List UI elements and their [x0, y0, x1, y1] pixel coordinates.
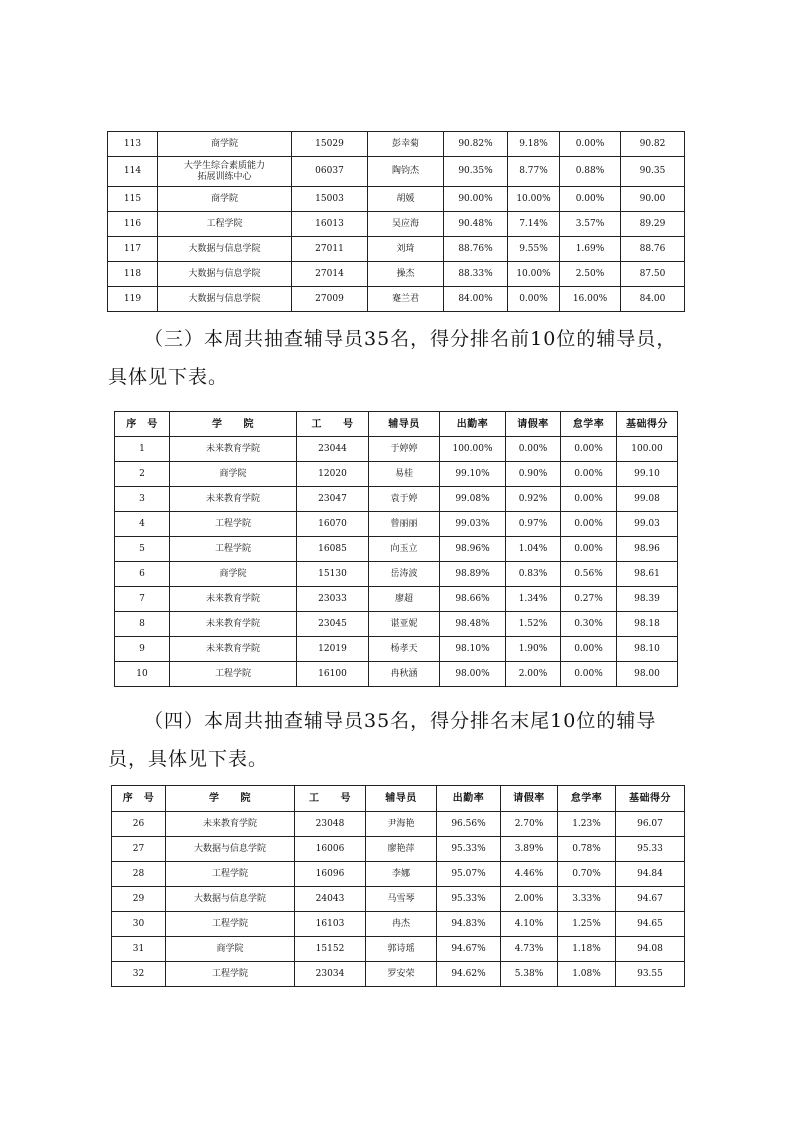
- cell-counselor: 岳涛波: [369, 562, 440, 587]
- cell-base-score: 99.08: [617, 487, 678, 512]
- table-row: [112, 812, 685, 837]
- cell-counselor: 冉杰: [366, 912, 437, 937]
- cell-index: 116: [108, 212, 158, 237]
- cell-index: 114: [108, 157, 158, 187]
- header-index: 序 号: [115, 412, 170, 437]
- cell-absence-rate: 0.00%: [561, 487, 617, 512]
- cell-counselor: 马雪琴: [366, 887, 437, 912]
- cell-index: 5: [115, 537, 170, 562]
- table-row: [115, 512, 678, 537]
- cell-base-score: 90.35: [621, 157, 685, 187]
- table-row: [115, 462, 678, 487]
- cell-absence-rate: 0.27%: [561, 587, 617, 612]
- cell-leave-rate: 2.70%: [501, 812, 558, 837]
- cell-leave-rate: 8.77%: [508, 157, 560, 187]
- cell-staff-id: 16070: [297, 512, 369, 537]
- cell-college: 工程学院: [170, 512, 297, 537]
- header-college: 学 院: [166, 786, 295, 812]
- cell-college: 商学院: [166, 937, 295, 962]
- cell-absence-rate: 0.00%: [561, 462, 617, 487]
- cell-index: 1: [115, 437, 170, 462]
- cell-leave-rate: 1.34%: [506, 587, 561, 612]
- cell-absence-rate: 1.25%: [558, 912, 616, 937]
- cell-absence-rate: 0.70%: [558, 862, 616, 887]
- cell-attendance-rate: 84.00%: [444, 287, 508, 312]
- cell-base-score: 94.65: [616, 912, 685, 937]
- cell-staff-id: 27009: [292, 287, 368, 312]
- cell-counselor: 罗安荣: [366, 962, 437, 987]
- table-top-ten: [114, 411, 678, 687]
- cell-staff-id: 12020: [297, 462, 369, 487]
- cell-staff-id: 15003: [292, 187, 368, 212]
- cell-base-score: 98.39: [617, 587, 678, 612]
- cell-staff-id: 23034: [295, 962, 366, 987]
- table-row: [115, 562, 678, 587]
- cell-leave-rate: 0.97%: [506, 512, 561, 537]
- table-row: [108, 262, 685, 287]
- cell-index: 2: [115, 462, 170, 487]
- table-row: [115, 662, 678, 687]
- cell-absence-rate: 3.33%: [558, 887, 616, 912]
- cell-base-score: 90.82: [621, 132, 685, 157]
- cell-index: 6: [115, 562, 170, 587]
- cell-counselor: 郭诗瑶: [366, 937, 437, 962]
- cell-base-score: 95.33: [616, 837, 685, 862]
- cell-staff-id: 16100: [297, 662, 369, 687]
- cell-staff-id: 12019: [297, 637, 369, 662]
- cell-absence-rate: 1.08%: [558, 962, 616, 987]
- cell-base-score: 98.10: [617, 637, 678, 662]
- cell-base-score: 99.03: [617, 512, 678, 537]
- cell-leave-rate: 0.00%: [506, 437, 561, 462]
- cell-leave-rate: 3.89%: [501, 837, 558, 862]
- table-row: [108, 157, 685, 187]
- cell-staff-id: 23044: [297, 437, 369, 462]
- cell-absence-rate: 16.00%: [560, 287, 621, 312]
- cell-index: 3: [115, 487, 170, 512]
- cell-absence-rate: 0.00%: [560, 187, 621, 212]
- cell-staff-id: 27011: [292, 237, 368, 262]
- cell-index: 30: [112, 912, 166, 937]
- cell-attendance-rate: 88.76%: [444, 237, 508, 262]
- cell-index: 8: [115, 612, 170, 637]
- cell-base-score: 90.00: [621, 187, 685, 212]
- cell-staff-id: 16096: [295, 862, 366, 887]
- cell-counselor: 李娜: [366, 862, 437, 887]
- header-attendance-rate: 出勤率: [437, 786, 501, 812]
- cell-index: 9: [115, 637, 170, 662]
- cell-counselor: 操杰: [368, 262, 444, 287]
- paragraph-section-four: （四）本周共抽查辅导员35名，得分排名末尾10位的辅导员，具体见下表。: [108, 710, 657, 770]
- cell-base-score: 94.08: [616, 937, 685, 962]
- cell-index: 115: [108, 187, 158, 212]
- cell-attendance-rate: 99.10%: [440, 462, 506, 487]
- table-row: [108, 287, 685, 312]
- cell-attendance-rate: 94.67%: [437, 937, 501, 962]
- cell-college: 商学院: [170, 562, 297, 587]
- cell-counselor: 袁于婷: [369, 487, 440, 512]
- header-base-score: 基础得分: [617, 412, 678, 437]
- cell-college: 大数据与信息学院: [158, 287, 292, 312]
- cell-absence-rate: 0.00%: [560, 132, 621, 157]
- cell-college: 未来教育学院: [170, 612, 297, 637]
- cell-college: 商学院: [158, 187, 292, 212]
- cell-absence-rate: 1.23%: [558, 812, 616, 837]
- cell-leave-rate: 0.92%: [506, 487, 561, 512]
- cell-counselor: 廖超: [369, 587, 440, 612]
- cell-counselor: 易桂: [369, 462, 440, 487]
- cell-counselor: 蹇兰君: [368, 287, 444, 312]
- cell-attendance-rate: 98.89%: [440, 562, 506, 587]
- cell-college: 商学院: [158, 132, 292, 157]
- table-row: [115, 437, 678, 462]
- cell-staff-id: 16013: [292, 212, 368, 237]
- cell-leave-rate: 5.38%: [501, 962, 558, 987]
- cell-base-score: 87.50: [621, 262, 685, 287]
- table-row: [115, 637, 678, 662]
- table-header-row: [112, 786, 685, 812]
- cell-counselor: 冉秋涵: [369, 662, 440, 687]
- cell-staff-id: 27014: [292, 262, 368, 287]
- cell-leave-rate: 10.00%: [508, 262, 560, 287]
- cell-absence-rate: 0.30%: [561, 612, 617, 637]
- cell-counselor: 杨孝天: [369, 637, 440, 662]
- cell-attendance-rate: 96.56%: [437, 812, 501, 837]
- cell-leave-rate: 0.90%: [506, 462, 561, 487]
- cell-counselor: 廖艳萍: [366, 837, 437, 862]
- header-counselor: 辅导员: [369, 412, 440, 437]
- cell-base-score: 94.67: [616, 887, 685, 912]
- cell-staff-id: 24043: [295, 887, 366, 912]
- cell-leave-rate: 7.14%: [508, 212, 560, 237]
- cell-counselor: 彭幸菊: [368, 132, 444, 157]
- cell-index: 29: [112, 887, 166, 912]
- cell-absence-rate: 0.78%: [558, 837, 616, 862]
- cell-index: 117: [108, 237, 158, 262]
- cell-staff-id: 06037: [292, 157, 368, 187]
- table-row: [108, 132, 685, 157]
- header-leave-rate: 请假率: [506, 412, 561, 437]
- cell-college: 工程学院: [170, 537, 297, 562]
- table-row: [115, 587, 678, 612]
- cell-leave-rate: 10.00%: [508, 187, 560, 212]
- cell-counselor: 曾丽丽: [369, 512, 440, 537]
- cell-index: 10: [115, 662, 170, 687]
- cell-leave-rate: 1.90%: [506, 637, 561, 662]
- cell-attendance-rate: 95.33%: [437, 837, 501, 862]
- cell-leave-rate: 0.83%: [506, 562, 561, 587]
- table-header-row: [115, 412, 678, 437]
- header-counselor: 辅导员: [366, 786, 437, 812]
- cell-leave-rate: 4.73%: [501, 937, 558, 962]
- cell-absence-rate: 1.69%: [560, 237, 621, 262]
- cell-counselor: 向玉立: [369, 537, 440, 562]
- cell-college: 工程学院: [166, 912, 295, 937]
- cell-counselor: 吴应海: [368, 212, 444, 237]
- cell-attendance-rate: 98.66%: [440, 587, 506, 612]
- cell-college: 未来教育学院: [166, 812, 295, 837]
- paragraph-section-three: （三）本周共抽查辅导员35名，得分排名前10位的辅导员，具体见下表。: [108, 328, 677, 388]
- cell-leave-rate: 2.00%: [501, 887, 558, 912]
- cell-college: 大数据与信息学院: [158, 262, 292, 287]
- cell-base-score: 88.76: [621, 237, 685, 262]
- table-row: [112, 887, 685, 912]
- header-staff-id: 工 号: [297, 412, 369, 437]
- cell-index: 119: [108, 287, 158, 312]
- cell-college: 未来教育学院: [170, 587, 297, 612]
- cell-leave-rate: 4.10%: [501, 912, 558, 937]
- cell-base-score: 89.29: [621, 212, 685, 237]
- cell-index: 32: [112, 962, 166, 987]
- cell-college: 大数据与信息学院: [158, 237, 292, 262]
- cell-leave-rate: 0.00%: [508, 287, 560, 312]
- header-index: 序 号: [112, 786, 166, 812]
- cell-absence-rate: 0.00%: [561, 662, 617, 687]
- cell-college: 未来教育学院: [170, 637, 297, 662]
- cell-base-score: 96.07: [616, 812, 685, 837]
- cell-index: 7: [115, 587, 170, 612]
- cell-leave-rate: 9.55%: [508, 237, 560, 262]
- cell-index: 26: [112, 812, 166, 837]
- table-row: [112, 862, 685, 887]
- cell-index: 31: [112, 937, 166, 962]
- cell-index: 4: [115, 512, 170, 537]
- table-previous-ranking: [107, 131, 685, 312]
- cell-college: 大学生综合素质能力 拓展训练中心: [158, 157, 292, 187]
- cell-staff-id: 16085: [297, 537, 369, 562]
- cell-staff-id: 15130: [297, 562, 369, 587]
- cell-absence-rate: 0.88%: [560, 157, 621, 187]
- cell-staff-id: 23048: [295, 812, 366, 837]
- header-absence-rate: 怠学率: [558, 786, 616, 812]
- cell-absence-rate: 0.00%: [561, 637, 617, 662]
- cell-college: 工程学院: [166, 862, 295, 887]
- header-attendance-rate: 出勤率: [440, 412, 506, 437]
- cell-attendance-rate: 94.83%: [437, 912, 501, 937]
- cell-staff-id: 23033: [297, 587, 369, 612]
- cell-attendance-rate: 100.00%: [440, 437, 506, 462]
- cell-counselor: 陶钧杰: [368, 157, 444, 187]
- cell-college: 大数据与信息学院: [166, 887, 295, 912]
- cell-counselor: 谌亚妮: [369, 612, 440, 637]
- cell-base-score: 100.00: [617, 437, 678, 462]
- cell-attendance-rate: 90.82%: [444, 132, 508, 157]
- cell-leave-rate: 4.46%: [501, 862, 558, 887]
- cell-index: 28: [112, 862, 166, 887]
- cell-attendance-rate: 88.33%: [444, 262, 508, 287]
- table-row: [112, 912, 685, 937]
- cell-base-score: 98.18: [617, 612, 678, 637]
- table-row: [115, 612, 678, 637]
- cell-attendance-rate: 94.62%: [437, 962, 501, 987]
- header-staff-id: 工 号: [295, 786, 366, 812]
- header-absence-rate: 怠学率: [561, 412, 617, 437]
- cell-attendance-rate: 90.00%: [444, 187, 508, 212]
- cell-base-score: 98.00: [617, 662, 678, 687]
- cell-college: 工程学院: [158, 212, 292, 237]
- cell-staff-id: 23047: [297, 487, 369, 512]
- cell-college: 未来教育学院: [170, 437, 297, 462]
- table-row: [115, 487, 678, 512]
- cell-staff-id: 15152: [295, 937, 366, 962]
- cell-attendance-rate: 98.00%: [440, 662, 506, 687]
- cell-college: 未来教育学院: [170, 487, 297, 512]
- cell-base-score: 94.84: [616, 862, 685, 887]
- cell-base-score: 99.10: [617, 462, 678, 487]
- cell-base-score: 93.55: [616, 962, 685, 987]
- cell-leave-rate: 9.18%: [508, 132, 560, 157]
- table-bottom-ten: [111, 785, 685, 987]
- cell-absence-rate: 0.00%: [561, 512, 617, 537]
- cell-leave-rate: 1.52%: [506, 612, 561, 637]
- cell-attendance-rate: 95.33%: [437, 887, 501, 912]
- cell-index: 113: [108, 132, 158, 157]
- table-row: [112, 962, 685, 987]
- cell-college: 大数据与信息学院: [166, 837, 295, 862]
- cell-absence-rate: 2.50%: [560, 262, 621, 287]
- cell-base-score: 84.00: [621, 287, 685, 312]
- cell-absence-rate: 0.00%: [561, 537, 617, 562]
- cell-attendance-rate: 99.03%: [440, 512, 506, 537]
- cell-staff-id: 16103: [295, 912, 366, 937]
- cell-attendance-rate: 98.10%: [440, 637, 506, 662]
- cell-counselor: 刘琦: [368, 237, 444, 262]
- cell-college: 商学院: [170, 462, 297, 487]
- table-row: [108, 212, 685, 237]
- cell-attendance-rate: 90.35%: [444, 157, 508, 187]
- cell-attendance-rate: 99.08%: [440, 487, 506, 512]
- cell-index: 118: [108, 262, 158, 287]
- cell-staff-id: 23045: [297, 612, 369, 637]
- cell-absence-rate: 3.57%: [560, 212, 621, 237]
- table-row: [108, 187, 685, 212]
- cell-index: 27: [112, 837, 166, 862]
- cell-staff-id: 15029: [292, 132, 368, 157]
- cell-base-score: 98.96: [617, 537, 678, 562]
- table-row: [112, 837, 685, 862]
- cell-base-score: 98.61: [617, 562, 678, 587]
- cell-absence-rate: 1.18%: [558, 937, 616, 962]
- cell-counselor: 尹海艳: [366, 812, 437, 837]
- cell-leave-rate: 1.04%: [506, 537, 561, 562]
- cell-attendance-rate: 98.48%: [440, 612, 506, 637]
- cell-college: 工程学院: [170, 662, 297, 687]
- cell-counselor: 胡媛: [368, 187, 444, 212]
- table-row: [108, 237, 685, 262]
- cell-attendance-rate: 95.07%: [437, 862, 501, 887]
- cell-leave-rate: 2.00%: [506, 662, 561, 687]
- header-base-score: 基础得分: [616, 786, 685, 812]
- header-college: 学 院: [170, 412, 297, 437]
- table-row: [112, 937, 685, 962]
- cell-counselor: 于婷婷: [369, 437, 440, 462]
- cell-attendance-rate: 98.96%: [440, 537, 506, 562]
- cell-absence-rate: 0.00%: [561, 437, 617, 462]
- header-leave-rate: 请假率: [501, 786, 558, 812]
- cell-college: 工程学院: [166, 962, 295, 987]
- table-row: [115, 537, 678, 562]
- cell-staff-id: 16006: [295, 837, 366, 862]
- cell-absence-rate: 0.56%: [561, 562, 617, 587]
- cell-attendance-rate: 90.48%: [444, 212, 508, 237]
